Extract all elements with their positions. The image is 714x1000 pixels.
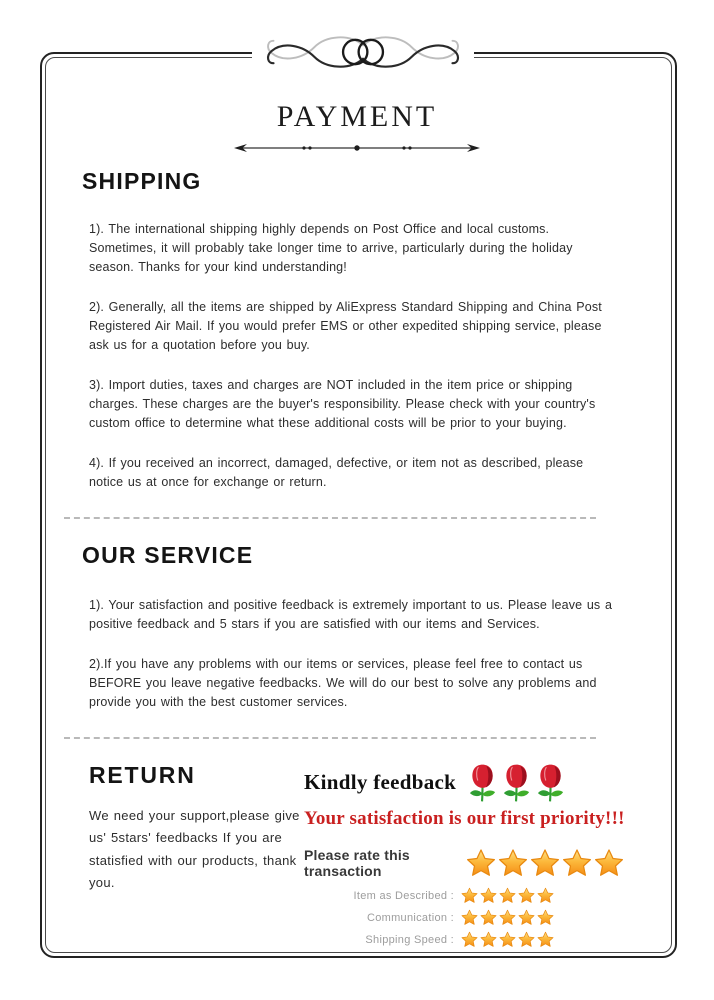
bottom-section	[82, 762, 624, 953]
service-paragraph: 1). Your satisfaction and positive feedback is extremely important to us. Please leave us a positive feedback and 5 stars if you are satisfied with our items and Services.	[89, 598, 613, 631]
section-divider	[64, 517, 596, 519]
page-title: PAYMENT	[276, 100, 438, 133]
flourish-ornament-icon	[252, 26, 474, 78]
kindly-feedback-label: Kindly feedback	[304, 770, 457, 794]
section-divider	[64, 737, 596, 739]
service-heading: OUR SERVICE	[82, 542, 254, 568]
shipping-heading: SHIPPING	[82, 168, 202, 194]
satisfaction-priority-text: Your satisfaction is our first priority!!!	[304, 808, 625, 829]
star-icon	[466, 848, 624, 878]
service-paragraph: 2).If you have any problems with our items or services, please feel free to contact us BEFORE you leave negative feedbacks. We will do our best to solve any problems and provide you with the best customer services.	[89, 657, 597, 709]
star-icon	[461, 909, 554, 926]
rate-transaction-label: Please rate this transaction	[304, 847, 410, 879]
service-section	[82, 542, 624, 712]
kindly-feedback-row	[304, 762, 624, 806]
rose-icon	[468, 762, 565, 804]
arrow-line-divider-icon	[232, 141, 482, 155]
shipping-section	[82, 168, 624, 492]
return-heading: RETURN	[89, 762, 196, 788]
return-text: We need your support,please give us' 5stars' feedbacks If you are statisfied with our products, thank you.	[89, 808, 300, 891]
rating-label: Communication :	[366, 911, 454, 924]
shipping-paragraph: 4). If you received an incorrect, damaged, defective, or item not as described, please notice us at once for exchange or return.	[89, 456, 584, 489]
shipping-paragraph: 3). Import duties, taxes and charges are NOT included in the item price or shipping charges. These charges are the buyer's responsibility. Please check with your country's custom office to determine what these additional costs will be prior to your buying.	[89, 378, 596, 430]
return-section	[82, 762, 300, 953]
rate-transaction-row	[304, 847, 624, 879]
shipping-paragraph: 2). Generally, all the items are shipped by AliExpress Standard Shipping and China Post Registered Air Mail. If you would prefer EMS or other expedited shipping service, please ask us for a quotation before you buy.	[89, 300, 602, 352]
feedback-section	[304, 762, 624, 953]
star-icon	[461, 887, 554, 904]
rating-row-item-as-described	[304, 887, 624, 904]
rating-row-communication	[304, 909, 624, 926]
rating-row-shipping-speed	[304, 931, 624, 948]
rating-label: Item as Described :	[353, 889, 454, 902]
shipping-paragraph: 1). The international shipping highly depends on Post Office and local customs. Sometimes, it will probably take longer time to arrive, particularly during the holiday season. Thanks for your kind understanding!	[89, 222, 573, 274]
rating-label: Shipping Speed :	[365, 933, 454, 946]
star-icon	[461, 931, 554, 948]
